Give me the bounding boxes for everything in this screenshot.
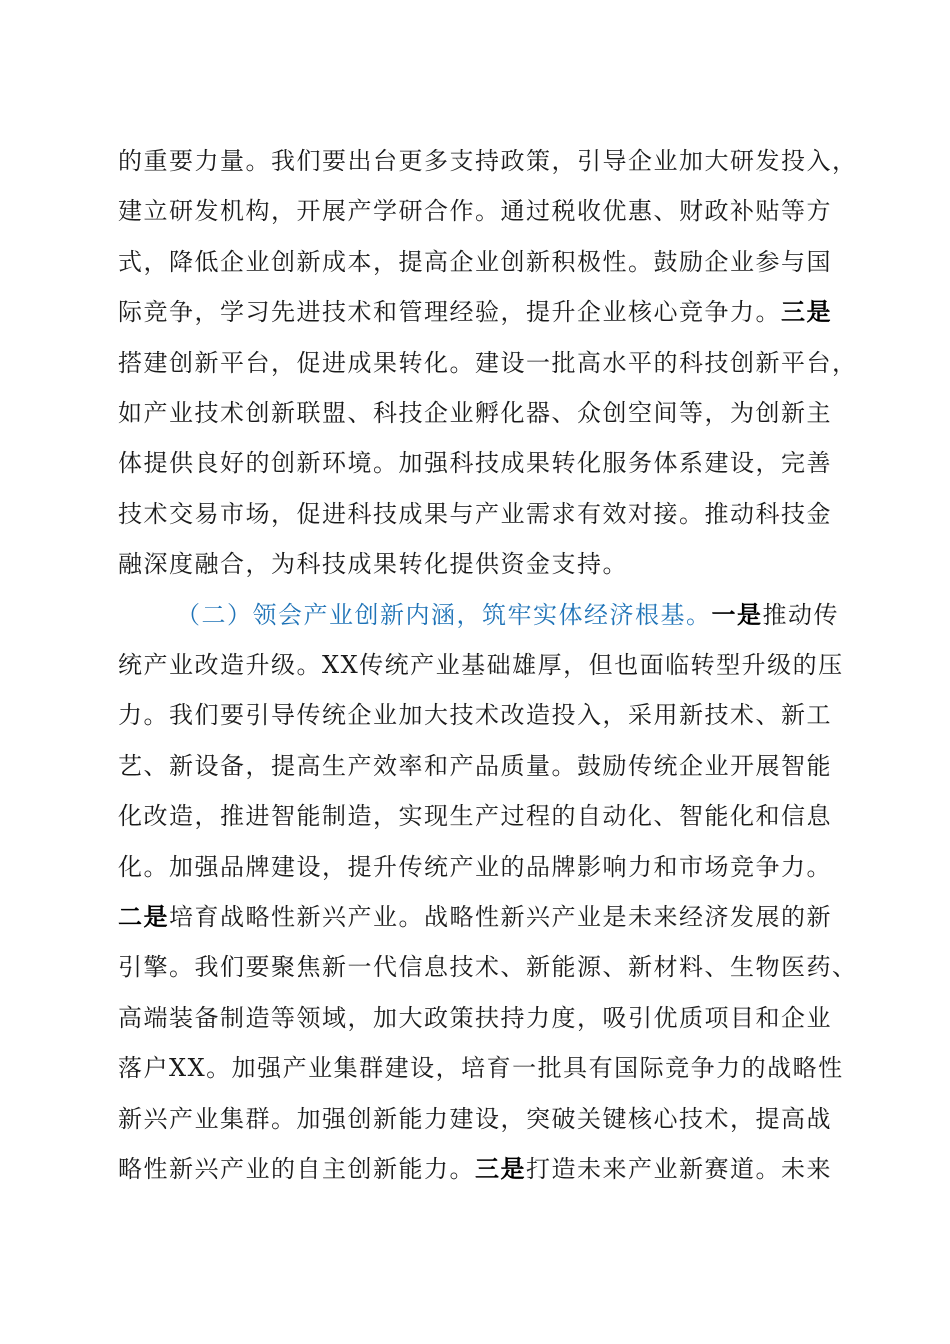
text-run: 际竞争，学习先进技术和管理经验，提升企业核心竞争力。 <box>118 298 781 327</box>
text-line <box>118 695 838 735</box>
text-line <box>118 897 838 937</box>
text-line <box>118 292 838 332</box>
text-run: 引擎。我们要聚焦新一代信息技术、新能源、新材料、生物医药、 <box>118 953 858 982</box>
text-run: 艺、新设备，提高生产效率和产品质量。鼓励传统企业开展智能 <box>118 751 832 780</box>
text-run: 式，降低企业创新成本，提高企业创新积极性。鼓励企业参与国 <box>118 247 832 276</box>
text-line <box>118 847 838 887</box>
text-run: 力。我们要引导传统企业加大技术改造投入，采用新技术、新工 <box>118 701 832 730</box>
text-line <box>118 343 858 383</box>
text-run: 化。加强品牌建设，提升传统产业的品牌影响力和市场竞争力。 <box>118 852 832 881</box>
text-run: 的重要力量。我们要出台更多支持政策，引导企业加大研发投入， <box>118 147 858 175</box>
text-line <box>118 393 838 433</box>
text-line <box>118 544 838 584</box>
text-run: 体提供良好的创新环境。加强科技成果转化服务体系建设，完善 <box>118 449 832 478</box>
text-line <box>176 595 896 635</box>
text-run: 推动传 <box>762 600 839 629</box>
text-line <box>118 645 844 685</box>
text-line <box>118 141 858 181</box>
text-run: 技术交易市场，促进科技成果与产业需求有效对接。推动科技金 <box>118 499 832 528</box>
text-run: 建立研发机构，开展产学研合作。通过税收优惠、财政补贴等方 <box>118 197 832 226</box>
text-run: 搭建创新平台，促进成果转化。建设一批高水平的科技创新平台， <box>118 348 858 377</box>
bold-marker: 三是 <box>475 1154 526 1183</box>
text-run: 高端装备制造等领域，加大政策扶持力度，吸引优质项目和企业 <box>118 1003 832 1032</box>
text-line <box>118 947 858 987</box>
text-run: 培育战略性新兴产业。战略性新兴产业是未来经济发展的新 <box>169 903 832 931</box>
text-line <box>118 1048 844 1088</box>
text-run: 统产业改造升级。XX传统产业基础雄厚，但也面临转型升级的压 <box>118 651 844 679</box>
text-line <box>118 796 838 836</box>
text-run: 打造未来产业新赛道。未来 <box>526 1155 832 1183</box>
text-run: 融深度融合，为科技成果转化提供资金支持。 <box>118 550 628 579</box>
text-line <box>118 746 838 786</box>
bold-marker: 一是 <box>711 599 763 629</box>
text-line <box>118 998 838 1038</box>
text-line <box>118 443 838 483</box>
text-run: 化改造，推进智能制造，实现生产过程的自动化、智能化和信息 <box>118 802 832 831</box>
text-line <box>118 1149 838 1189</box>
text-run: 落户XX。加强产业集群建设，培育一批具有国际竞争力的战略性 <box>118 1054 844 1083</box>
text-line <box>118 1099 838 1139</box>
section-heading: （二）领会产业创新内涵，筑牢实体经济根基。 <box>176 600 712 629</box>
bold-marker: 二是 <box>118 902 169 931</box>
bold-marker: 三是 <box>781 297 832 327</box>
text-line <box>118 191 838 231</box>
text-run: 如产业技术创新联盟、科技企业孵化器、众创空间等，为创新主 <box>118 399 832 427</box>
text-line <box>118 242 838 282</box>
text-line <box>118 494 838 534</box>
text-run: 略性新兴产业的自主创新能力。 <box>118 1155 475 1183</box>
text-run: 新兴产业集群。加强创新能力建设，突破关键核心技术，提高战 <box>118 1104 832 1133</box>
